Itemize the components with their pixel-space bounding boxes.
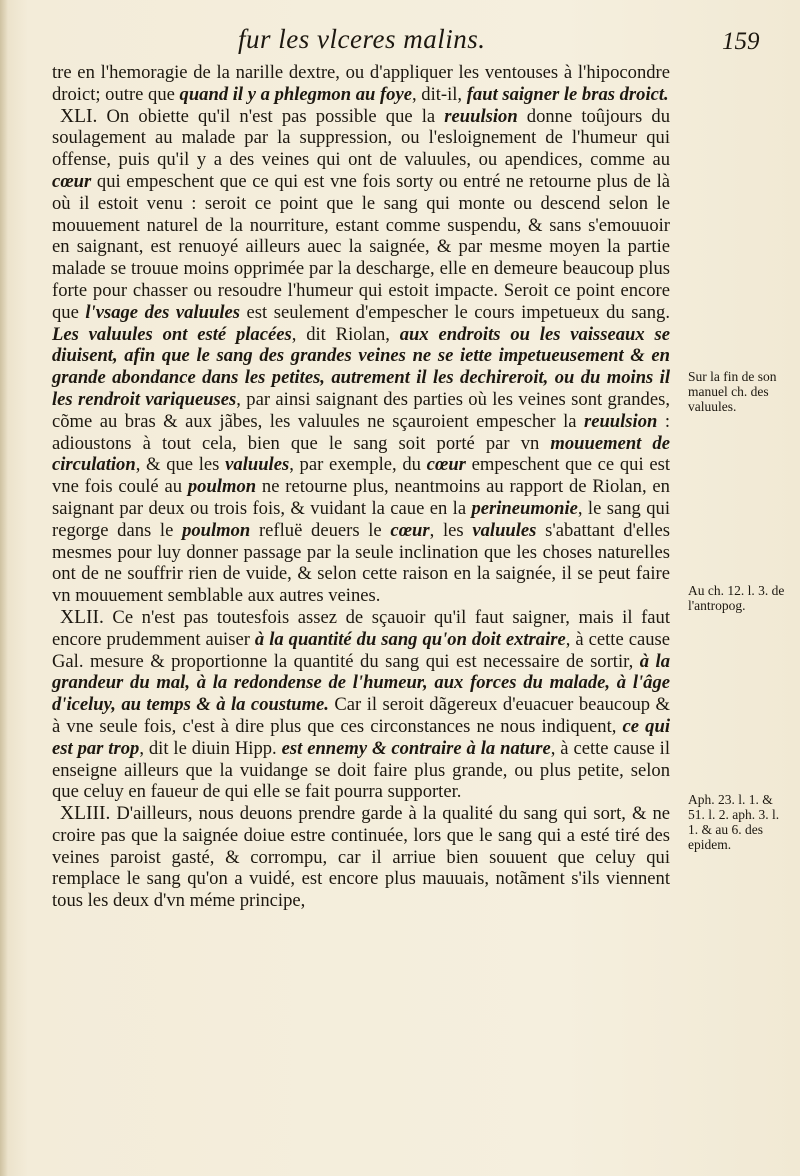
main-text (52, 62, 670, 912)
page-number: 159 (722, 28, 760, 55)
running-header (0, 22, 800, 62)
page-edge-shadow (0, 0, 8, 1176)
margin-note-antropog: Au ch. 12. l. 3. de l'antropog. (688, 583, 785, 613)
paragraph-xlii: XLII. Ce n'est pas toutesfois assez de sçauoir qu'il faut saigner, mais il faut encore prudemment auiser à la quantité du sang qu'on doit extraire, à cette cause Gal. mesure & proportionne la quantité du sang qui est necessaire de sortir, à la grandeur du mal, à la redondense de l'humeur, aux forces du malade, à l'âge d'iceluy, au temps & à la coustume. Car il seroit dãgereux d'euacuer beaucoup & à vne seule fois, c'est à dire plus que ces circonstances ne nous indiquent, ce qui est par trop, dit le diuin Hipp. est ennemy & contraire à la nature, à cette cause il enseigne ailleurs que la vuidange se doit faire plus grande, ou plus petite, selon que celuy en faueur de qui elle se fait pourra supporter. (52, 606, 671, 803)
margin-note-aphorisms: Aph. 23. l. 1. & 51. l. 2. aph. 3. l. 1. & au 6. des epidem. (688, 792, 780, 852)
paragraph-xli: XLI. On obiette qu'il n'est pas possible que la reuulsion donne toûjours du soulagement au malade par la suppression, ou l'esloignement de l'humeur qui offense, puis qu'il y a des veines qui ont de valuules, ou apendices, comme au cœur qui empeschent que ce qui est vne fois sorty ou entré ne retourne plus de là où il estoit venu : seroit ce point que le sang qui monte ou descend selon le mouuement naturel de la nourriture, estant comme suspendu, & sans s'emouuoir en saignant, est renuoyé ailleurs auec la saignée, & par mesme moyen la partie malade se trouue moins opprimée par la descharge, elle en demeure beaucoup plus forte pour chasser ou resoudre l'humeur qui estoit impacte. Seroit ce point encore que l'vsage des valuules est seulement d'empescher le cours impetueux du sang. Les valuules ont esté placées, dit Riolan, aux endroits ou les vaisseaux se diuisent, afin que le sang des grandes veines ne se iette impetueusement & en grande abondance dans les petites, autrement il les dechireroit, ou du moins il les rendroit variqueuses, par ainsi saignant des parties où les veines sont grandes, cõme au bras & aux jãbes, les valuules ne sçauroient empescher la reuulsion : adioustons à tout cela, bien que le sang soit porté par vn mouuement de circulation, & que les valuules, par exemple, du cœur empeschent que ce qui est vne fois coulé au poulmon ne retourne plus, neantmoins au rapport de Riolan, en saignant par deux ou trois fois, & vuidant la caue en la perineumonie, le sang qui regorge dans le poulmon refluë deuers le cœur, les valuules s'abattant d'elles mesmes pour luy donner passage par la seule inclination que les choses naturelles ont de ne souffrir rien de vuide, & selon cette raison en la saignée, il se peut faire vn mouuement semblable aux autres veines. (52, 105, 670, 607)
paragraph-continued: tre en l'hemoragie de la narille dextre, ou d'appliquer les ventouses à l'hipocondre droict; outre que quand il y a phlegmon au foye, dit-il, faut saigner le bras droict. (52, 62, 670, 105)
paragraph-xliii: XLIII. D'ailleurs, nous deuons prendre garde à la qualité du sang qui sort, & ne croire pas que la saignée doiue estre continuée, lors que le sang qui a esté tiré des veines paroist gasté, & corrompu, car il arriue bien souuent que celuy qui remplace le sang qu'on a vuidé, est encore plus mauuais, notãment s'ils viennent tous les deux d'vn méme principe, (52, 803, 670, 912)
margin-note-riolan: Sur la fin de son manuel ch. des valuules. (688, 369, 777, 414)
running-title: fur les vlceres malins. (238, 24, 486, 54)
